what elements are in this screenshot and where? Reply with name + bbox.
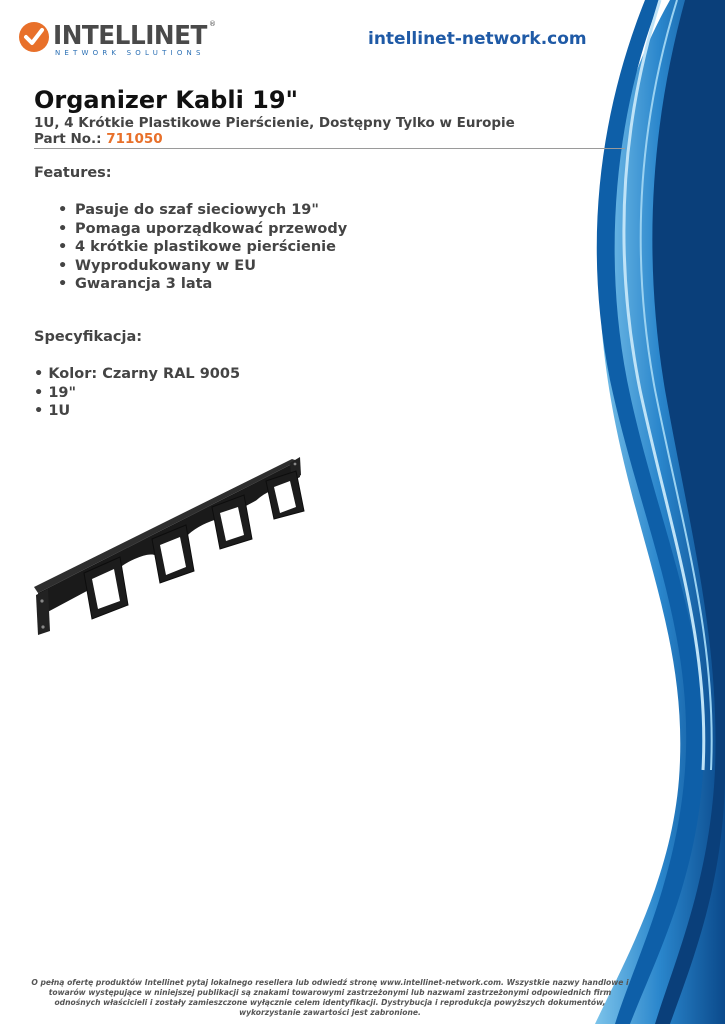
header-divider <box>34 148 625 149</box>
blue-wave-decoration <box>585 0 725 1024</box>
part-number-label: Part No.: <box>34 131 102 147</box>
features-list <box>58 201 347 294</box>
list-item: • Kolor: Czarny RAL 9005 <box>34 366 241 382</box>
specs-heading: Specyfikacja: <box>34 329 143 345</box>
list-item: • 19" <box>34 384 77 401</box>
list-item: • 4 krótkie plastikowe pierścienie <box>58 238 347 257</box>
logo-wordmark: INTELLINET <box>53 21 207 51</box>
part-number-value: 711050 <box>106 131 163 147</box>
list-item: • 1U <box>34 403 71 419</box>
logo-check-icon <box>19 22 49 52</box>
logo-registered-mark: ® <box>209 20 216 28</box>
footer-disclaimer: O pełną ofertę produktów Intellinet pytaj lokalnego resellera lub odwiedź stronę www.intellinet-network.com. Wszystkie nazwy handlowe i towarów występujące w niniejszej publikacji są znakami towarowymi zastrzeżonymi lub nazwami zastrzeżonymi odpowiednich firm odnośnych właścicieli i zostały zamieszczone wyłącznie celem identyfikacji. Dystrybucja i reprodukcja powyższych dokumentów, wykorzystanie zawartości jest zabronione. <box>31 978 629 1017</box>
site-url-link[interactable]: intellinet-network.com <box>368 29 587 49</box>
list-item: • Pomaga uporządkować przewody <box>58 220 347 239</box>
list-item: • Pasuje do szaf sieciowych 19" <box>58 201 347 220</box>
product-subtitle: 1U, 4 Krótkie Plastikowe Pierścienie, Dostępny Tylko w Europie <box>34 115 515 131</box>
cable-organizer-product-image <box>34 455 309 640</box>
features-heading: Features: <box>34 165 112 181</box>
logo-subtitle: NETWORK SOLUTIONS <box>55 49 205 57</box>
list-item: • Wyprodukowany w EU <box>58 257 347 276</box>
specs-list <box>34 365 240 421</box>
intellinet-logo <box>19 20 219 60</box>
product-title: Organizer Kabli 19" <box>34 86 299 114</box>
list-item: • Gwarancja 3 lata <box>58 275 347 294</box>
part-number-line <box>34 131 163 147</box>
